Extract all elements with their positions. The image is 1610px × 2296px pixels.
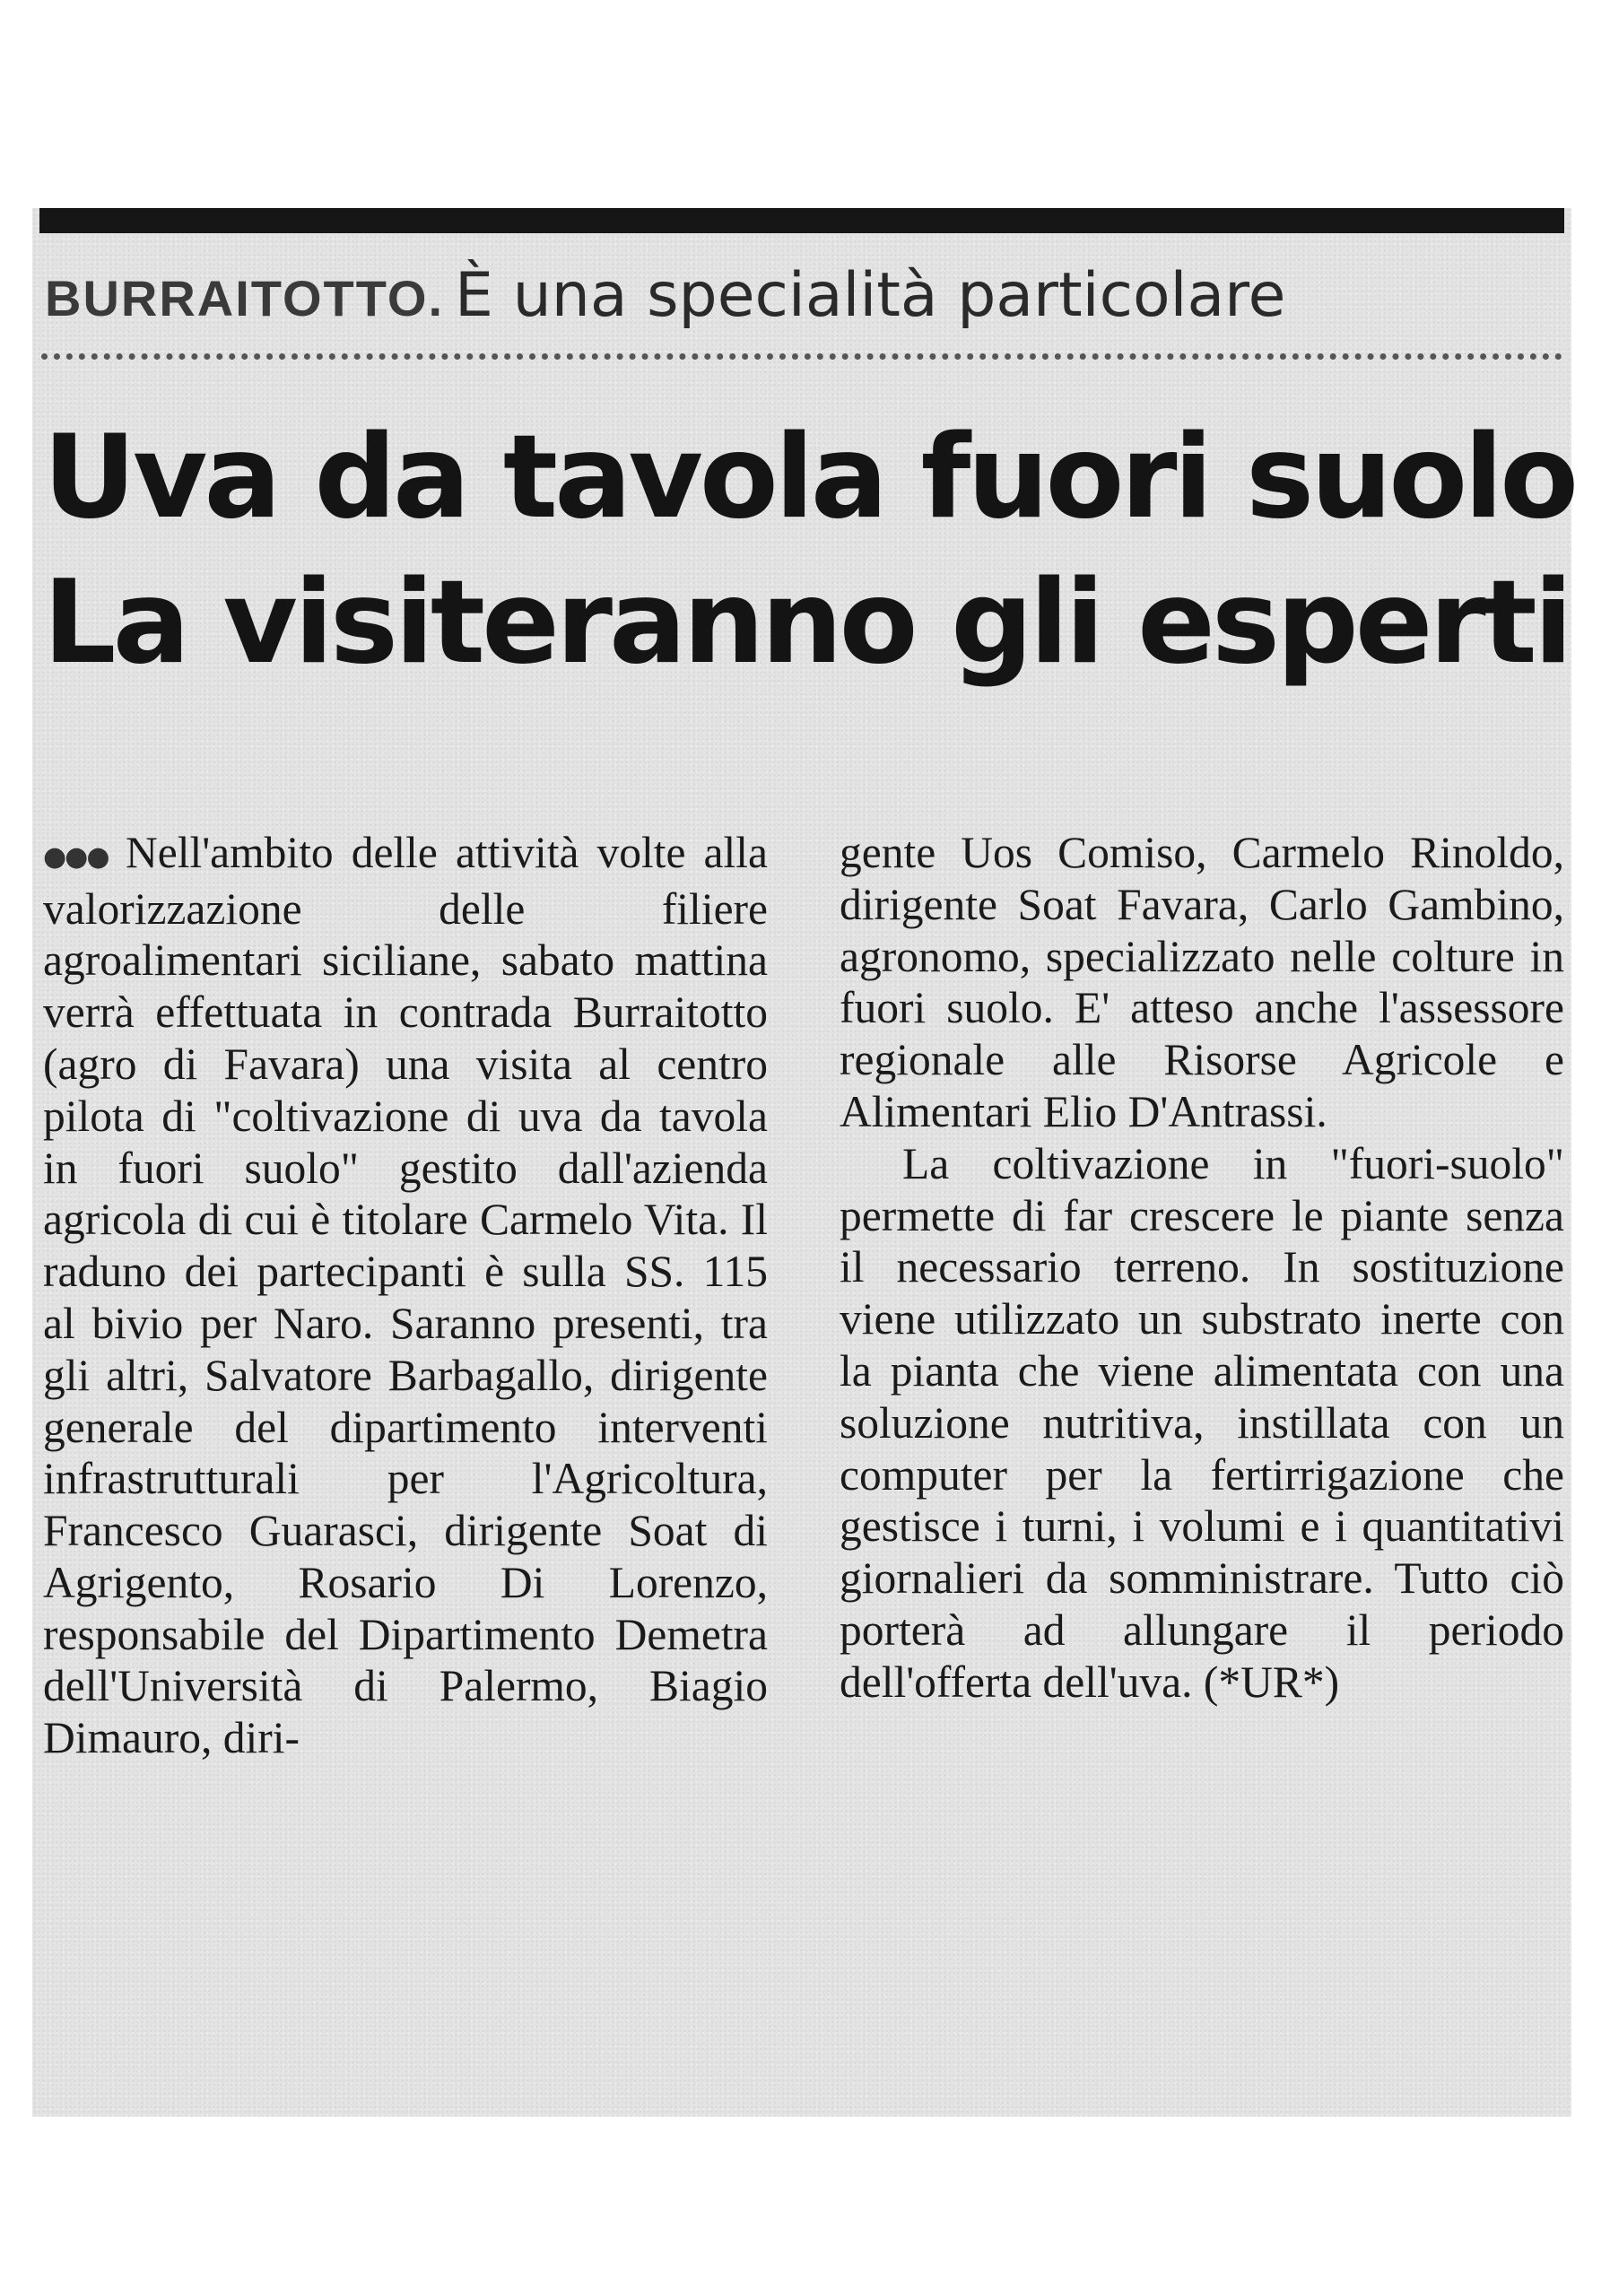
headline-line-2: La visiteranno gli esperti bbox=[43, 556, 1570, 690]
bullet-marker: ●●● bbox=[43, 840, 109, 873]
newspaper-clipping bbox=[32, 208, 1575, 2117]
body-paragraph-1: Nell'ambito delle attività volte alla valorizzazione delle filiere agroalimentari siciliane, sabato mattina verrà effettuata in contrada Burraitotto (agro di Favara) una visita al centro pilota di "coltivazione di uva da tavola in fuori suolo" gestito dall'azienda agricola di cui è titolare Carmelo Vita. Il raduno dei partecipanti è sulla SS. 115 al bivio per Naro. Saranno presenti, tra gli altri, Salvatore Barbagallo, dirigente generale del dipartimento interventi infrastrutturali per l'Agricoltura, Francesco Guarasci, dirigente Soat di Agrigento, Rosario Di Lorenzo, responsabile del Dipartimento Demetra dell'Università di Palermo, Biagio Dimauro, diri- bbox=[43, 828, 768, 1763]
body-column-right bbox=[840, 827, 1564, 1709]
body-column-left bbox=[43, 827, 768, 1764]
headline bbox=[43, 405, 1575, 696]
top-rule-bar bbox=[39, 208, 1564, 233]
kicker-tag: BURRAITOTTO bbox=[45, 270, 429, 326]
kicker-line bbox=[45, 260, 1552, 341]
body-paragraph-2: La coltivazione in "fuori-suolo" permette di far crescere le piante senza il necessario terreno. In sostituzione viene utilizzato un substrato inerte con la pianta che viene alimentata con una soluzione nutritiva, instillata con un computer per la fertirrigazione che gestisce i turni, i volumi e i quantitativi giornalieri da somministrare. Tutto ciò porterà ad allungare il periodo dell'offerta dell'uva. (*UR*) bbox=[840, 1138, 1564, 1707]
kicker-separator: . bbox=[428, 270, 443, 326]
body-paragraph-1-continued: gente Uos Comiso, Carmelo Rinoldo, dirigente Soat Favara, Carlo Gambino, agronomo, specializzato nelle colture in fuori suolo. E' atteso anche l'assessore regionale alle Risorse Agricole e Alimentari Elio D'Antrassi. bbox=[840, 828, 1564, 1136]
headline-line-1: Uva da tavola fuori suolo bbox=[43, 411, 1575, 544]
dotted-divider bbox=[41, 353, 1562, 360]
kicker-text: È una specialità particolare bbox=[455, 260, 1286, 331]
